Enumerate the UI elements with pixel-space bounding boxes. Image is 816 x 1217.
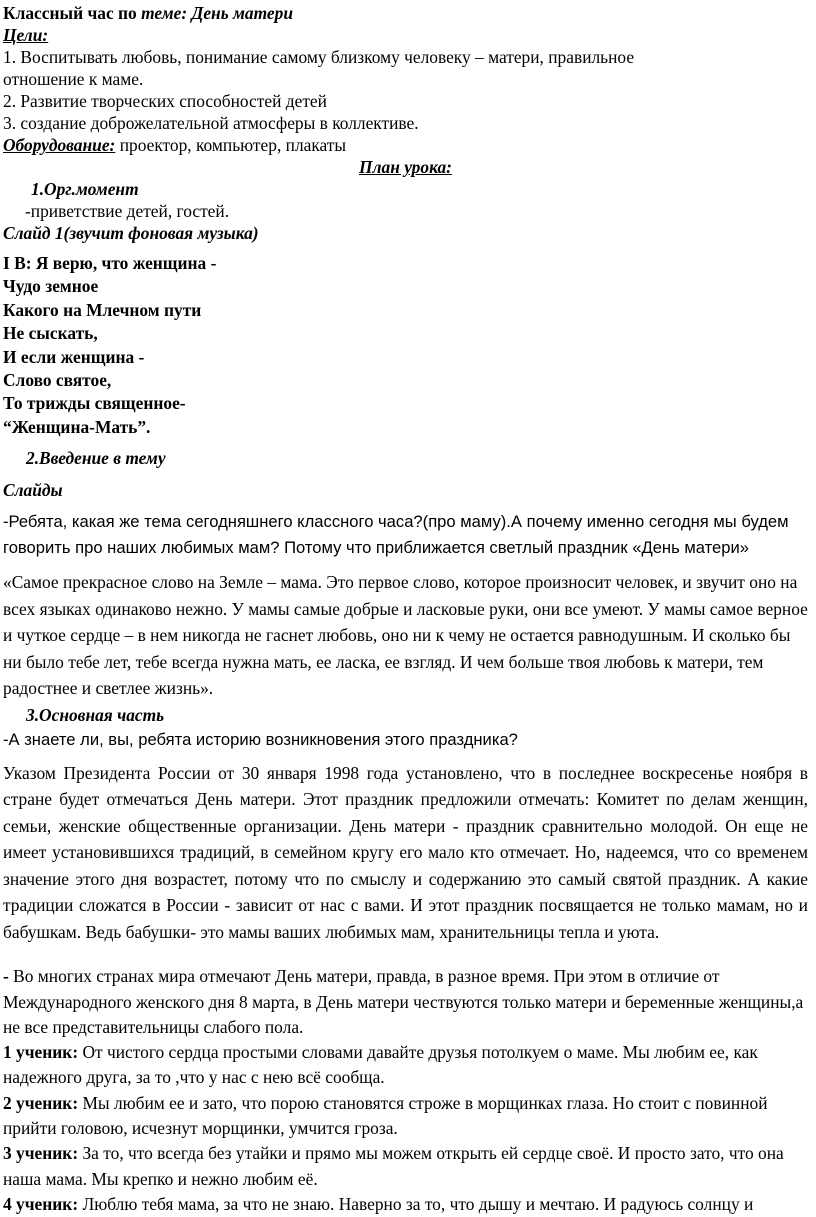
slides-label: Слайды <box>3 480 63 501</box>
history-question <box>3 728 808 751</box>
goal-item: 1. Воспитывать любовь, понимание самому близкому человеку – матери, правильное отношение к маме. <box>3 47 635 89</box>
equipment-line <box>3 134 808 156</box>
poem-line: То трижды священное- <box>3 393 186 414</box>
poem-line: Чудо земное <box>3 276 99 297</box>
plan-heading: План урока: <box>359 157 452 177</box>
poem-line: Не сыскать, <box>3 323 98 344</box>
step3-heading: 3.Основная часть <box>26 704 165 725</box>
quote-paragraph: «Самое прекрасное слово на Земле – мама. Это первое слово, которое произносит человек, и звучит оно на всех языках одинаково нежно. У мамы самые добрые и ласковые руки, они все умеют. У мамы самое верное и чуткое сердце – в нем никогда не гаснет любовь, оно ни к чему не остается равнодушным. И сколько бы ни было тебе лет, тебе всегда нужна мать, ее ласка, ее взгляд. И чем больше твоя любовь к матери, тем радостнее и светлее жизнь». <box>3 572 808 699</box>
title-rest: теме: День матери <box>141 3 294 23</box>
step2-heading: 2.Введение в тему <box>26 448 166 469</box>
poem-line: Слово святое, <box>3 370 112 391</box>
goal-item: 2. Развитие творческих способностей детей <box>3 91 327 111</box>
page-title <box>3 2 808 24</box>
student-label: 1 ученик: <box>3 1042 79 1063</box>
intro-question <box>3 509 808 560</box>
history-question-text: -А знаете ли, вы, ребята историю возникновения этого праздника? <box>3 729 518 749</box>
intro-question-text: -Ребята, какая же тема сегодняшнего классного часа?(про маму).А почему именно сегодня мы будем говорить про наших любимых мам? Потому что приближается светлый праздник «День матери» <box>3 512 789 557</box>
student-text: Мы любим ее и зато, что порою становятся строже в морщинках глаза. Но стоит с повинной прийти головою, исчезнут морщинки, умчится гроза. <box>3 1092 768 1139</box>
step1-heading: 1.Орг.момент <box>31 179 139 199</box>
poem <box>3 252 808 439</box>
poem-line: Какого на Млечном пути <box>3 299 202 320</box>
world-dash: - <box>3 966 9 987</box>
world-paragraph <box>3 964 808 1040</box>
student-label: 4 ученик: <box>3 1193 79 1214</box>
equipment-label: Оборудование: <box>3 135 116 155</box>
poem-line: “Женщина-Мать”. <box>3 416 151 437</box>
student-line <box>3 1141 808 1192</box>
slide1-label: Слайд 1(звучит фоновая музыка) <box>3 223 259 243</box>
goals-heading: Цели: <box>3 25 49 45</box>
student-line <box>3 1040 808 1091</box>
student-label: 3 ученик: <box>3 1143 79 1164</box>
student-text: От чистого сердца простыми словами давайте друзья потолкуем о маме. Мы любим ее, как надежного друга, за то ,что у нас с нею всё сообща. <box>3 1042 758 1088</box>
step1-text: -приветствие детей, гостей. <box>25 201 230 221</box>
poem-line: I В: Я верю, что женщина - <box>3 253 217 273</box>
history-paragraph: Указом Президента России от 30 января 1998 года установлено, что в последнее воскресенье ноября в стране будет отмечаться День матери. Этот праздник предложили отмечать: Комитет по делам женщин, семьи, женские общественные организации. День матери - праздник сравнительно молодой. Он еще не имеет установившихся традиций, в семейном кругу его мало кто отмечает. Но, надеемся, что со временем значение этого дня возрастет, потому что по смыслу и содержанию это самый святой праздник. А какие традиции сложатся в России - зависит от нас с вами. И этот праздник посвящается не только мамам, но и бабушкам. Ведь бабушки- это мамы ваших любимых мам, хранительницы тепла и уюта. <box>3 762 808 942</box>
goal-item: 3. создание доброжелательной атмосферы в коллективе. <box>3 113 419 133</box>
equipment-text: проектор, компьютер, плакаты <box>115 135 347 155</box>
student-line <box>3 1091 808 1142</box>
student-text: Люблю тебя мама, за что не знаю. Наверно за то, что дышу и мечтаю. И радуюсь солнцу и <box>78 1193 754 1214</box>
student-label: 2 ученик: <box>3 1092 79 1113</box>
student-line <box>3 1192 808 1217</box>
world-text: Во многих странах мира отмечают День матери, правда, в разное время. При этом в отличие от Международного женского дня 8 марта, в День матери чествуются только матери и беременные женщины,а не все представительницы слабого пола. <box>3 966 804 1037</box>
student-text: За то, что всегда без утайки и прямо мы можем открыть ей сердце своё. И просто зато, что она наша мама. Мы крепко и нежно любим её. <box>3 1143 784 1189</box>
poem-line: И если женщина - <box>3 346 145 367</box>
title-lead: Классный час по <box>3 3 142 23</box>
